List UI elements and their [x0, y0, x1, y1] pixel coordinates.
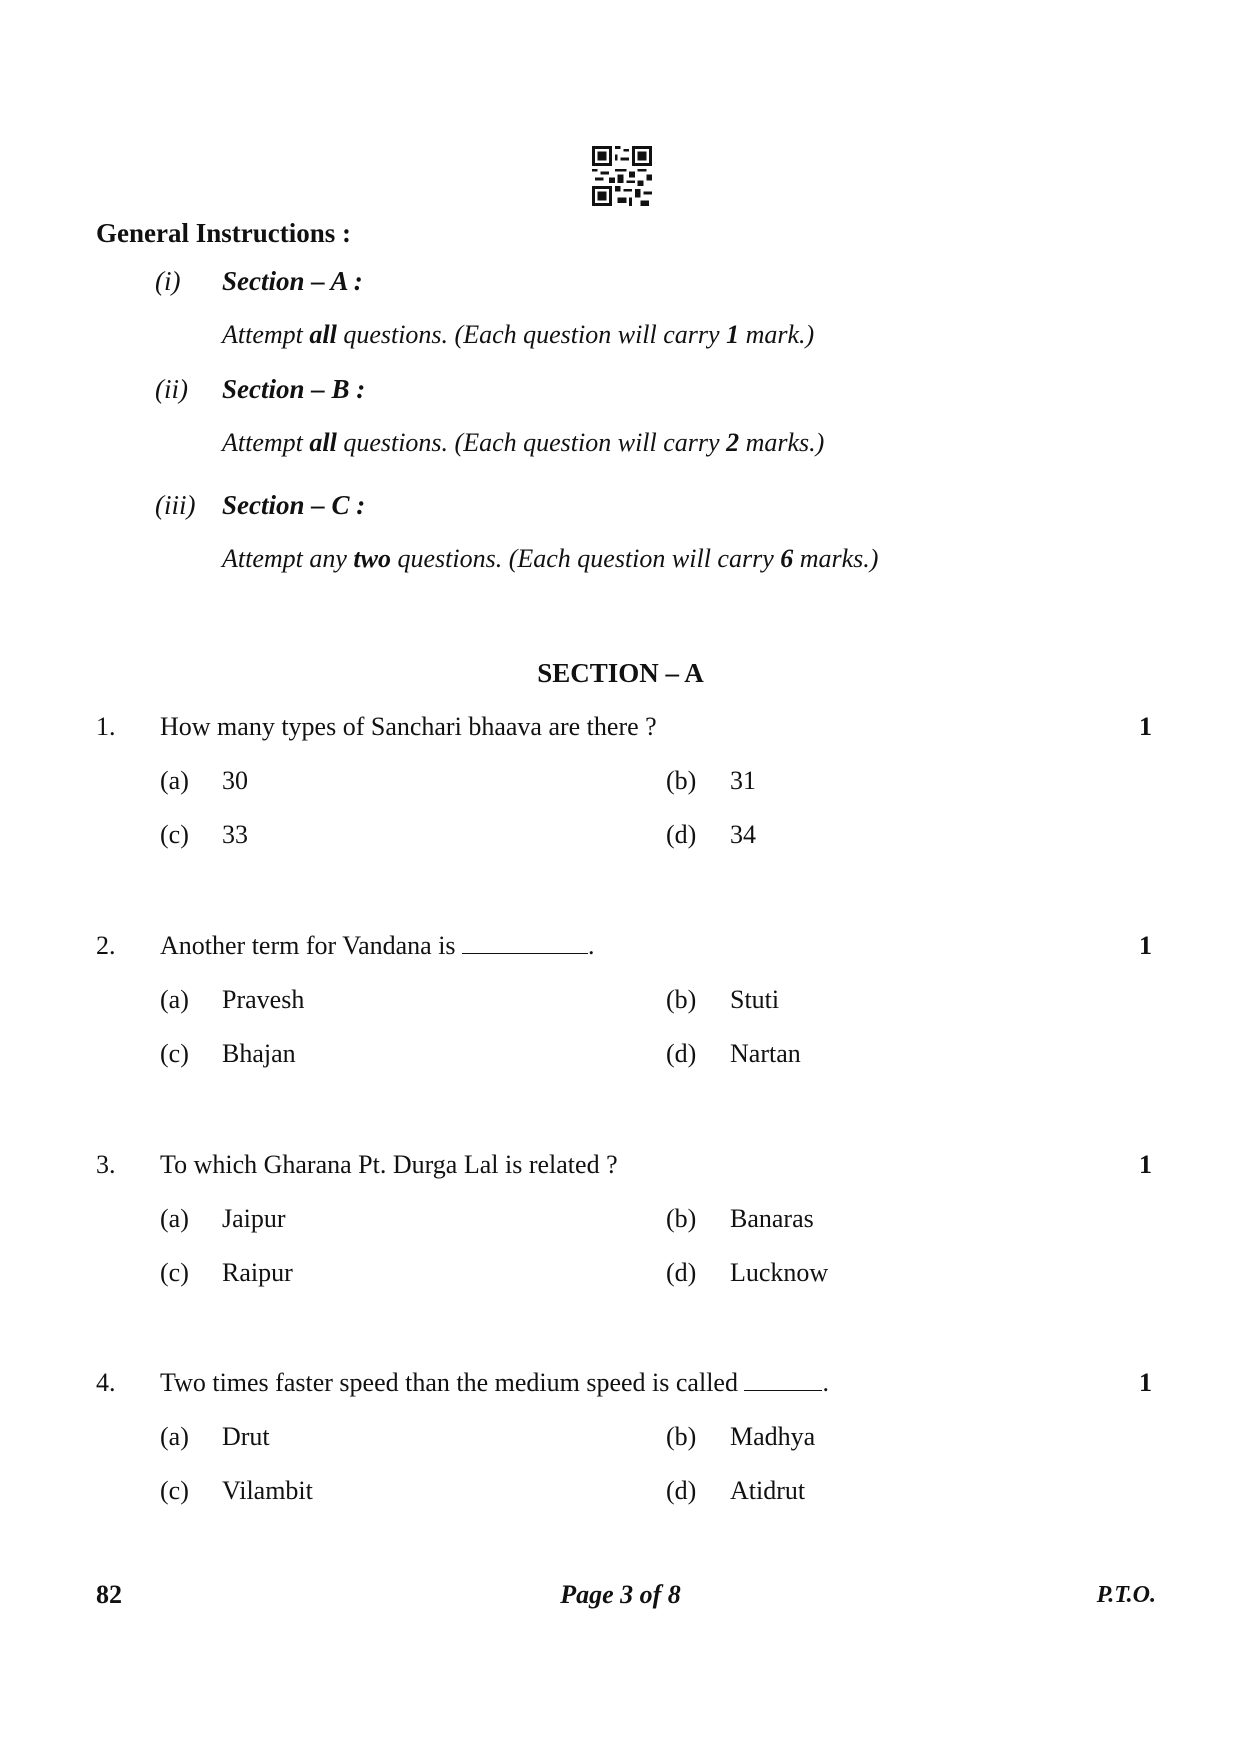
paper-code: 82	[96, 1580, 122, 1609]
option-text: Lucknow	[730, 1258, 829, 1287]
answer-blank	[462, 931, 588, 954]
option-text: Jaipur	[222, 1204, 286, 1233]
option-text: Stuti	[730, 985, 780, 1014]
question-text: Another term for Vandana is .	[160, 931, 595, 960]
question-number: 3.	[96, 1150, 116, 1179]
option-label: (a)	[160, 985, 189, 1014]
option-text: Banaras	[730, 1204, 814, 1233]
option-label: (b)	[666, 1422, 697, 1451]
question-marks: 1	[1139, 1150, 1152, 1179]
pto-label: P.T.O.	[1096, 1582, 1156, 1608]
option-label: (b)	[666, 985, 697, 1014]
option-label: (d)	[666, 1258, 697, 1287]
section-heading: SECTION – A	[537, 658, 704, 688]
instruction-number: (iii)	[155, 490, 196, 520]
instruction-section-label: Section – B :	[222, 374, 366, 404]
option-text: Vilambit	[222, 1476, 313, 1505]
option-label: (c)	[160, 1258, 189, 1287]
instruction-text: Attempt any two questions. (Each question will carry 6 marks.)	[222, 544, 879, 573]
option-text: Bhajan	[222, 1039, 296, 1068]
option-text: 33	[222, 820, 248, 849]
question-marks: 1	[1139, 931, 1152, 960]
option-text: 34	[730, 820, 756, 849]
instruction-section-label: Section – C :	[222, 490, 366, 520]
question-marks: 1	[1139, 712, 1152, 741]
question-marks: 1	[1139, 1368, 1152, 1397]
option-text: Pravesh	[222, 985, 305, 1014]
option-text: Nartan	[730, 1039, 801, 1068]
option-label: (b)	[666, 766, 697, 795]
general-instructions-title: General Instructions :	[96, 218, 351, 248]
question-number: 1.	[96, 712, 116, 741]
instruction-section-label: Section – A :	[222, 266, 363, 296]
instruction-number: (i)	[155, 266, 181, 296]
page-number: Page 3 of 8	[560, 1580, 681, 1609]
option-label: (c)	[160, 1039, 189, 1068]
option-text: Atidrut	[730, 1476, 806, 1505]
option-label: (a)	[160, 1204, 189, 1233]
option-text: 30	[222, 766, 248, 795]
option-label: (d)	[666, 1476, 697, 1505]
question-text: Two times faster speed than the medium speed is called .	[160, 1368, 829, 1397]
option-text: Madhya	[730, 1422, 816, 1451]
option-text: Drut	[222, 1422, 270, 1451]
option-label: (a)	[160, 1422, 189, 1451]
option-label: (d)	[666, 820, 697, 849]
question-text: How many types of Sanchari bhaava are there ?	[160, 712, 657, 741]
option-label: (c)	[160, 1476, 189, 1505]
question-text: To which Gharana Pt. Durga Lal is related ?	[160, 1150, 618, 1179]
option-text: Raipur	[222, 1258, 293, 1287]
option-label: (d)	[666, 1039, 697, 1068]
option-label: (b)	[666, 1204, 697, 1233]
qr-code-icon	[592, 146, 652, 206]
instruction-text: Attempt all questions. (Each question will carry 2 marks.)	[222, 428, 825, 457]
question-number: 2.	[96, 931, 116, 960]
option-text: 31	[730, 766, 756, 795]
instruction-number: (ii)	[155, 374, 188, 404]
instruction-text: Attempt all questions. (Each question will carry 1 mark.)	[222, 320, 815, 349]
option-label: (a)	[160, 766, 189, 795]
answer-blank	[744, 1368, 822, 1391]
question-number: 4.	[96, 1368, 116, 1397]
option-label: (c)	[160, 820, 189, 849]
